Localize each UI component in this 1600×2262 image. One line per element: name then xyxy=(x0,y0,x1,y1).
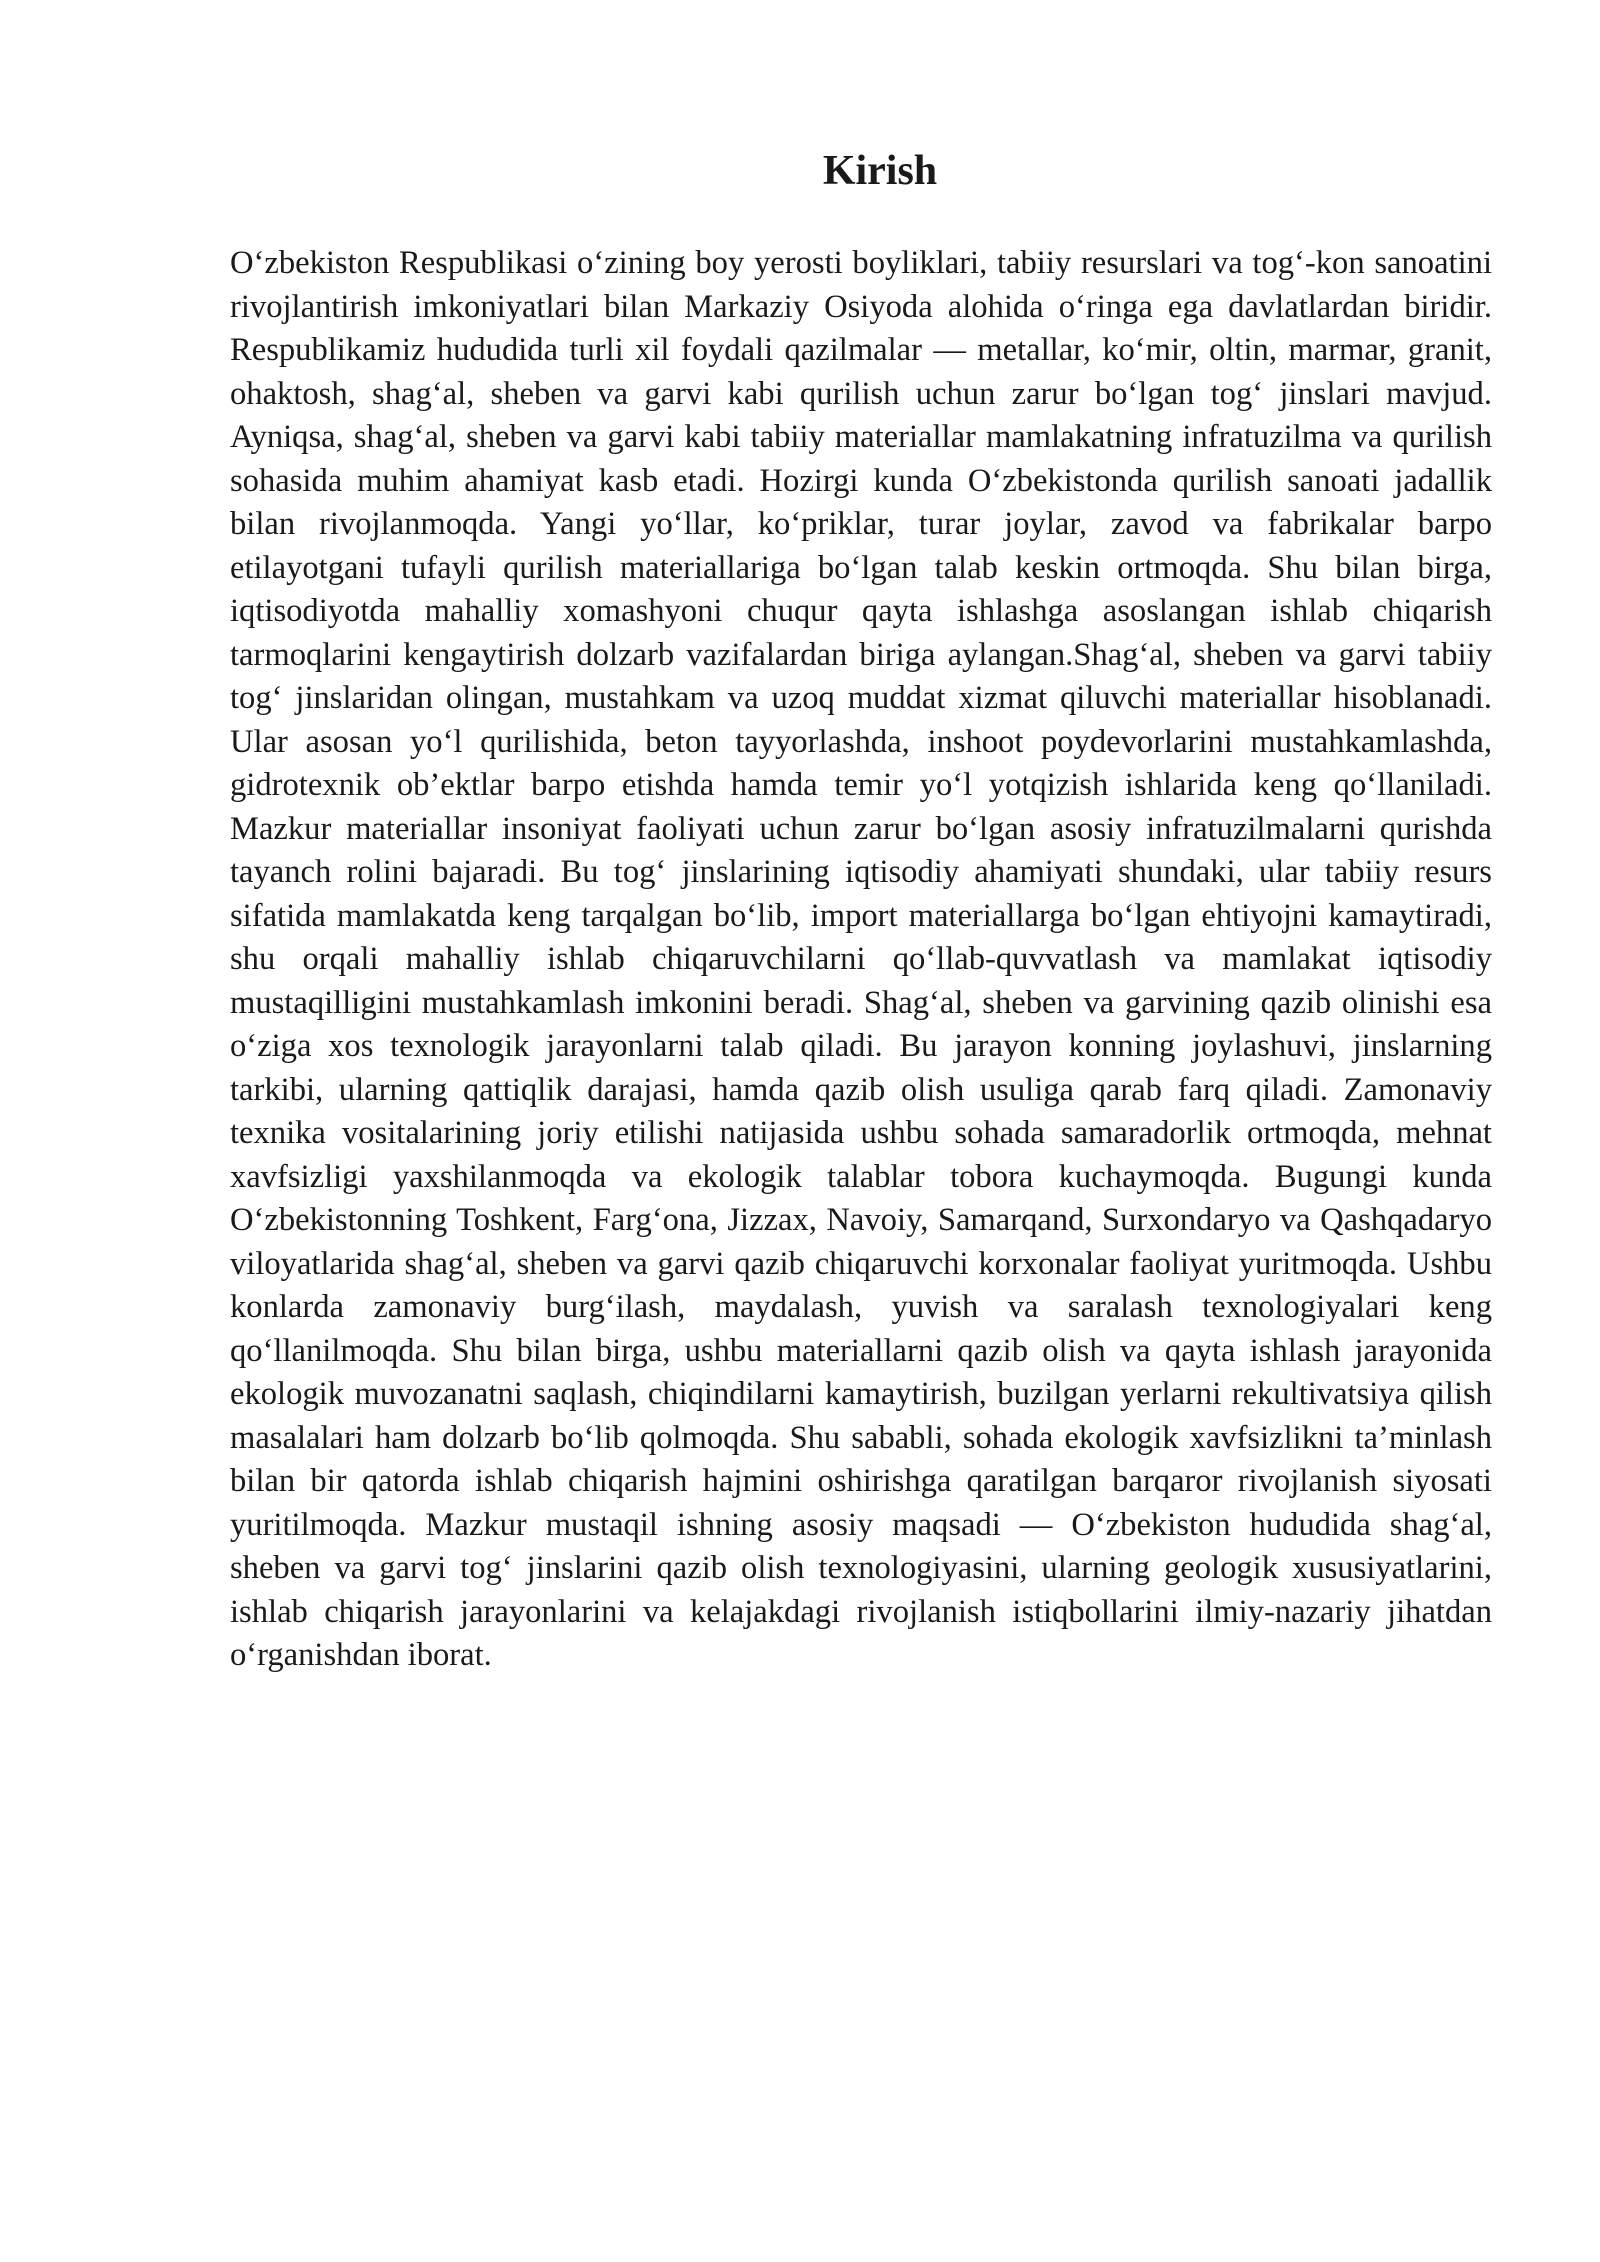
body-paragraph: O‘zbekiston Respublikasi o‘zining boy yerosti boyliklari, tabiiy resurslari va tog‘-kon sanoatini rivojlantirish imkoniyatlari bilan Markaziy Osiyoda alohida o‘ringa ega davlatlardan biridir. Respublikamiz hududida turli xil foydali qazilmalar — metallar, ko‘mir, oltin, marmar, granit, ohaktosh, shag‘al, sheben va garvi kabi qurilish uchun zarur bo‘lgan tog‘ jinslari mavjud. Ayniqsa, shag‘al, sheben va garvi kabi tabiiy materiallar mamlakatning infratuzilma va qurilish sohasida muhim ahamiyat kasb etadi. Hozirgi kunda O‘zbekistonda qurilish sanoati jadallik bilan rivojlanmoqda. Yangi yo‘llar, ko‘priklar, turar joylar, zavod va fabrikalar barpo etilayotgani tufayli qurilish materiallariga bo‘lgan talab keskin ortmoqda. Shu bilan birga, iqtisodiyotda mahalliy xomashyoni chuqur qayta ishlashga asoslangan ishlab chiqarish tarmoqlarini kengaytirish dolzarb vazifalardan biriga aylangan.Shag‘al, sheben va garvi tabiiy tog‘ jinslaridan olingan, mustahkam va uzoq muddat xizmat qiluvchi materiallar hisoblanadi. Ular asosan yo‘l qurilishida, beton tayyorlashda, inshoot poydevorlarini mustahkamlashda, gidrotexnik ob’ektlar barpo etishda hamda temir yo‘l yotqizish ishlarida keng qo‘llaniladi. Mazkur materiallar insoniyat faoliyati uchun zarur bo‘lgan asosiy infratuzilmalarni qurishda tayanch rolini bajaradi. Bu tog‘ jinslarining iqtisodiy ahamiyati shundaki, ular tabiiy resurs sifatida mamlakatda keng tarqalgan bo‘lib, import materiallarga bo‘lgan ehtiyojni kamaytiradi, shu orqali mahalliy ishlab chiqaruvchilarni qo‘llab-quvvatlash va mamlakat iqtisodiy mustaqilligini mustahkamlash imkonini beradi. Shag‘al, sheben va garvining qazib olinishi esa o‘ziga xos texnologik jarayonlarni talab qiladi. Bu jarayon konning joylashuvi, jinslarning tarkibi, ularning qattiqlik darajasi, hamda qazib olish usuliga qarab farq qiladi. Zamonaviy texnika vositalarining joriy etilishi natijasida ushbu sohada samaradorlik ortmoqda, mehnat xavfsizligi yaxshilanmoqda va ekologik talablar tobora kuchaymoqda. Bugungi kunda O‘zbekistonning Toshkent, Farg‘ona, Jizzax, Navoiy, Samarqand, Surxondaryo va Qashqadaryo viloyatlarida shag‘al, sheben va garvi qazib chiqaruvchi korxonalar faoliyat yuritmoqda. Ushbu konlarda zamonaviy burg‘ilash, maydalash, yuvish va saralash texnologiyalari keng qo‘llanilmoqda. Shu bilan birga, ushbu materiallarni qazib olish va qayta ishlash jarayonida ekologik muvozanatni saqlash, chiqindilarni kamaytirish, buzilgan yerlarni rekultivatsiya qilish masalalari ham dolzarb bo‘lib qolmoqda. Shu sababli, sohada ekologik xavfsizlikni ta’minlash bilan bir qatorda ishlab chiqarish hajmini oshirishga qaratilgan barqaror rivojlanish siyosati yuritilmoqda. Mazkur mustaqil ishning asosiy maqsadi — O‘zbekiston hududida shag‘al, sheben va garvi tog‘ jinslarini qazib olish texnologiyasini, ularning geologik xususiyatlarini, ishlab chiqarish jarayonlarini va kelajakdagi rivojlanish istiqbollarini ilmiy-nazariy jihatdan o‘rganishdan iborat. xyxy=(230,245,1492,1673)
page-title: Kirish xyxy=(822,148,938,194)
